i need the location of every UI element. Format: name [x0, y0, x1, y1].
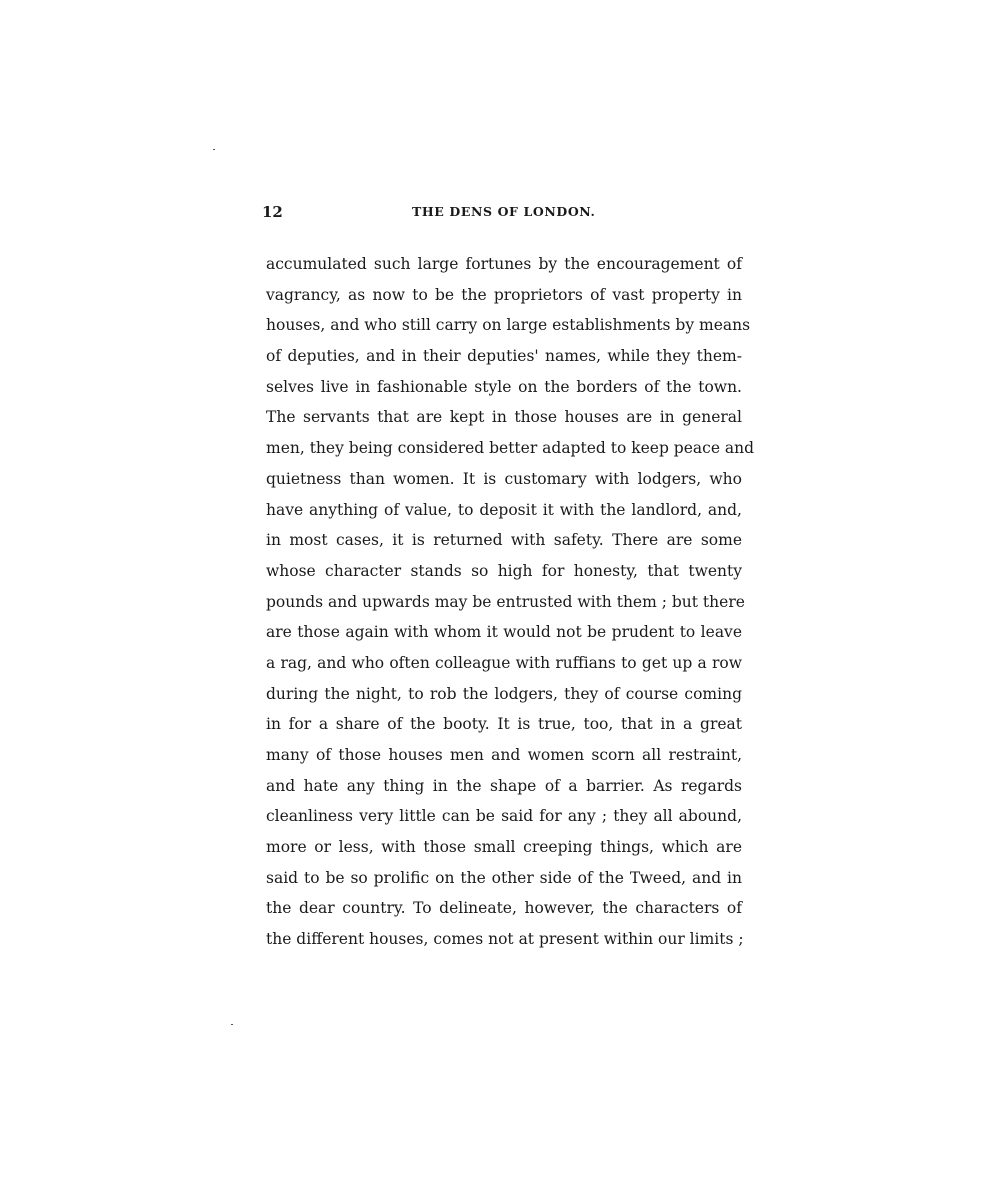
text-line: and hate any thing in the shape of a barrier. As regards [266, 776, 742, 795]
text-line: cleanliness very little can be said for any ; they all abound, [266, 807, 742, 826]
text-line: accumulated such large fortunes by the encouragement of [266, 255, 742, 273]
page-header [262, 203, 742, 225]
text-line: are those again with whom it would not be prudent to leave [266, 623, 742, 642]
text-line: the dear country. To delineate, however, the characters of [266, 899, 742, 918]
running-head: THE DENS OF LONDON. [412, 204, 596, 219]
page-number: 12 [262, 203, 283, 221]
text-line: pounds and upwards may be entrusted with them ; but there [266, 592, 745, 611]
text-line: in for a share of the booty. It is true, too, that in a great [266, 715, 742, 734]
scan-speck [213, 149, 215, 150]
text-line: houses, and who still carry on large establishments by means [266, 316, 751, 335]
text-line: said to be so prolific on the other side of the Tweed, and in [266, 868, 742, 887]
text-line: vagrancy, as now to be the proprietors of vast property in [266, 285, 742, 304]
text-line: many of those houses men and women scorn all restraint, [266, 746, 742, 764]
text-line: in most cases, it is returned with safety. There are some [266, 531, 742, 550]
body-text [266, 249, 755, 955]
text-line: whose character stands so high for honesty, that twenty [266, 561, 742, 580]
scan-speck [231, 1024, 233, 1025]
text-line: of deputies, and in their deputies' names, while they them- [266, 347, 742, 366]
text-line: have anything of value, to deposit it with the landlord, and, [266, 500, 742, 519]
text-line: more or less, with those small creeping things, which are [266, 838, 742, 857]
text-line: a rag, and who often colleague with ruffians to get up a row [266, 653, 742, 672]
text-line: selves live in fashionable style on the borders of the town. [266, 377, 742, 396]
text-line: the different houses, comes not at present within our limits ; [266, 930, 744, 949]
text-line: during the night, to rob the lodgers, they of course coming [266, 684, 742, 703]
text-line: The servants that are kept in those houses are in general [266, 408, 742, 427]
text-line: men, they being considered better adapted to keep peace and [266, 439, 755, 458]
text-line: quietness than women. It is customary with lodgers, who [266, 469, 742, 488]
